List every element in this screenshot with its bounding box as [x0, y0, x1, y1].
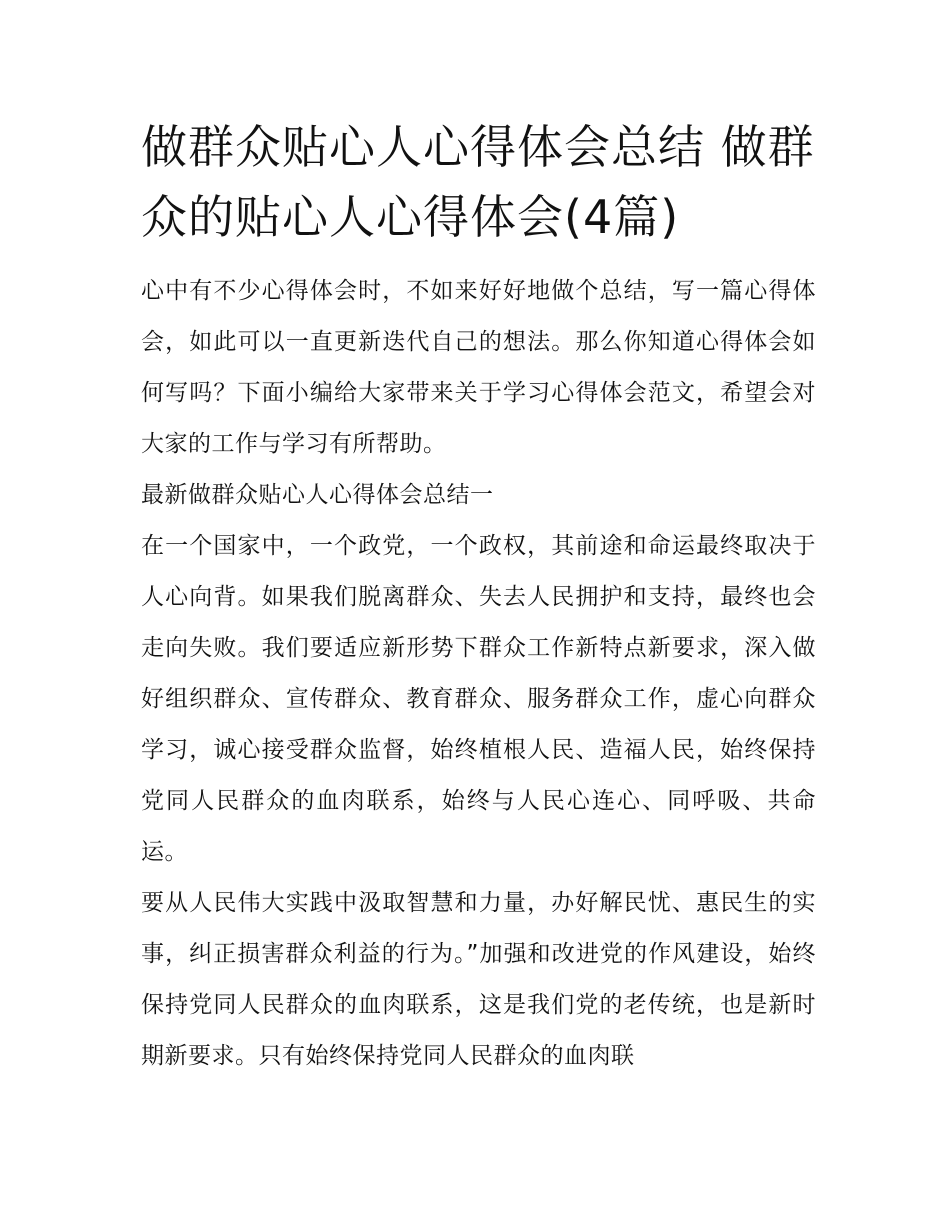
intro-paragraph: 心中有不少心得体会时，不如来好好地做个总结，写一篇心得体会，如此可以一直更新迭代自己的想法。那么你知道心得体会如何写吗？下面小编给大家带来关于学习心得体会范文，希望会对大家的工作与学习有所帮助。 [141, 278, 816, 457]
body-paragraph: 在一个国家中，一个政党，一个政权，其前途和命运最终取决于人心向背。如果我们脱离群众、失去人民拥护和支持，最终也会走向失败。我们要适应新形势下群众工作新特点新要求，深入做好组织群众、宣传群众、教育群众、服务群众工作，虚心向群众学习，诚心接受群众监督，始终植根人民、造福人民，始终保持党同人民群众的血肉联系，始终与人民心连心、同呼吸、共命运。 [141, 533, 816, 865]
section-heading: 最新做群众贴心人心得体会总结一 [141, 482, 494, 508]
document-title: 做群众贴心人心得体会总结 做群众的贴心人心得体会(4篇) [141, 120, 815, 244]
body-paragraph: 要从人民伟大实践中汲取智慧和力量，办好解民忧、惠民生的实事，纠正损害群众利益的行为。”加强和改进党的作风建设，始终保持党同人民群众的血肉联系，这是我们党的老传统，也是新时期新要求。只有始终保持党同人民群众的血肉联 [141, 890, 816, 1069]
document-body [141, 112, 816, 1082]
